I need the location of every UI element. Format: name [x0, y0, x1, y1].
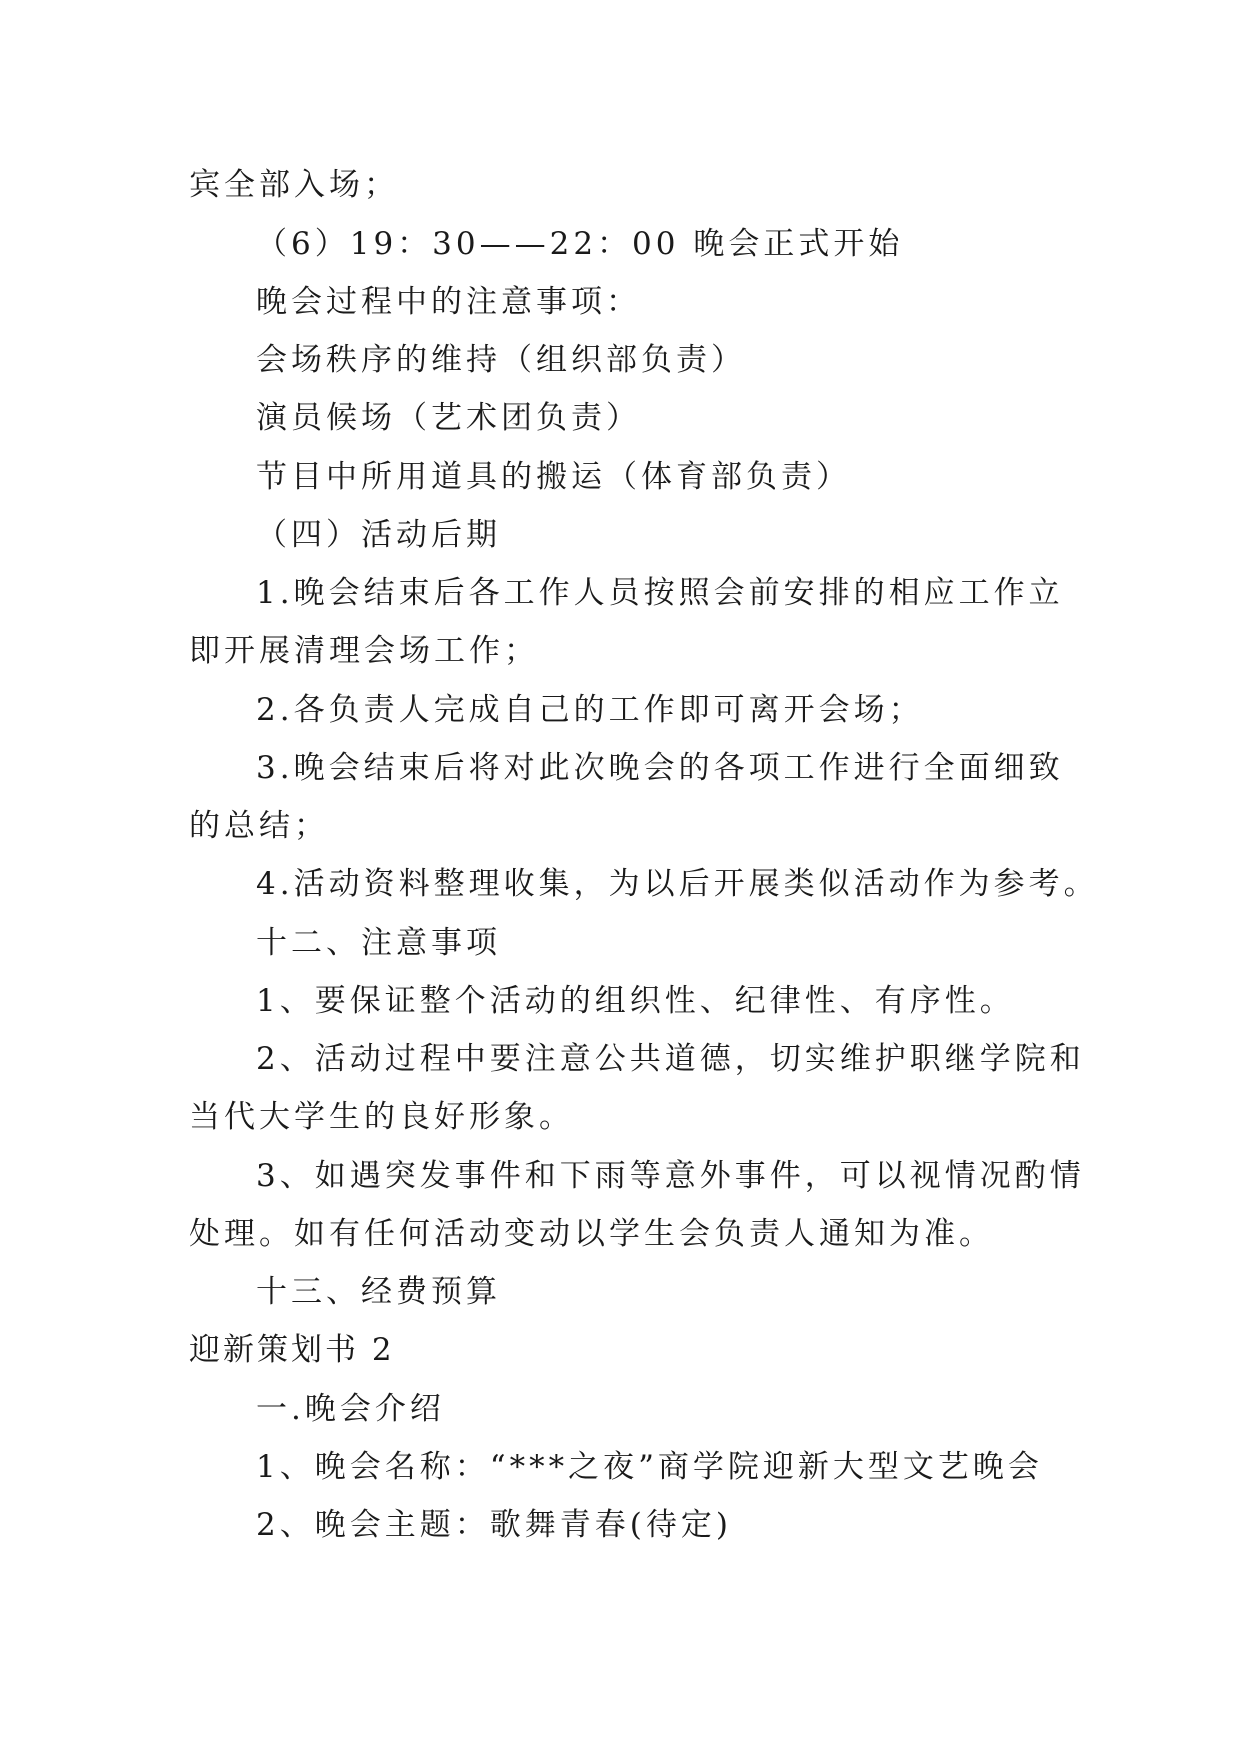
text-line: 1.晚会结束后各工作人员按照会前安排的相应工作立	[256, 575, 1064, 611]
text-line: 3.晚会结束后将对此次晚会的各项工作进行全面细致	[256, 750, 1064, 786]
text-line: 1、要保证整个活动的组织性、纪律性、有序性。	[256, 983, 1015, 1019]
text-line: 1、晚会名称：“***之夜”商学院迎新大型文艺晚会	[256, 1449, 1043, 1485]
text-line: 处理。如有任何活动变动以学生会负责人通知为准。	[189, 1216, 994, 1252]
document-title: 迎新策划书 2	[189, 1332, 395, 1368]
text-line: 2、晚会主题：歌舞青春(待定)	[256, 1507, 732, 1543]
text-line: （6）19：30——22：00 晚会正式开始	[256, 226, 904, 262]
text-line: 宾全部入场；	[189, 167, 399, 203]
section-heading: 十二、注意事项	[256, 925, 501, 961]
text-line: 3、如遇突发事件和下雨等意外事件，可以视情况酌情	[256, 1158, 1085, 1194]
text-line: 4.活动资料整理收集，为以后开展类似活动作为参考。	[256, 866, 1099, 902]
text-line: 2、活动过程中要注意公共道德，切实维护职继学院和	[256, 1041, 1085, 1077]
text-line: 的总结；	[189, 808, 329, 844]
text-line: 会场秩序的维持（组织部负责）	[256, 342, 746, 378]
section-heading: 十三、经费预算	[256, 1274, 501, 1310]
text-line: 即开展清理会场工作；	[189, 633, 539, 669]
text-line: 晚会过程中的注意事项：	[256, 284, 641, 320]
section-heading: （四）活动后期	[256, 517, 501, 553]
text-line: 节目中所用道具的搬运（体育部负责）	[256, 459, 851, 495]
text-line: 演员候场（艺术团负责）	[256, 400, 641, 436]
section-heading: 一.晚会介绍	[256, 1391, 445, 1427]
text-line: 当代大学生的良好形象。	[189, 1099, 574, 1135]
text-line: 2.各负责人完成自己的工作即可离开会场；	[256, 692, 924, 728]
